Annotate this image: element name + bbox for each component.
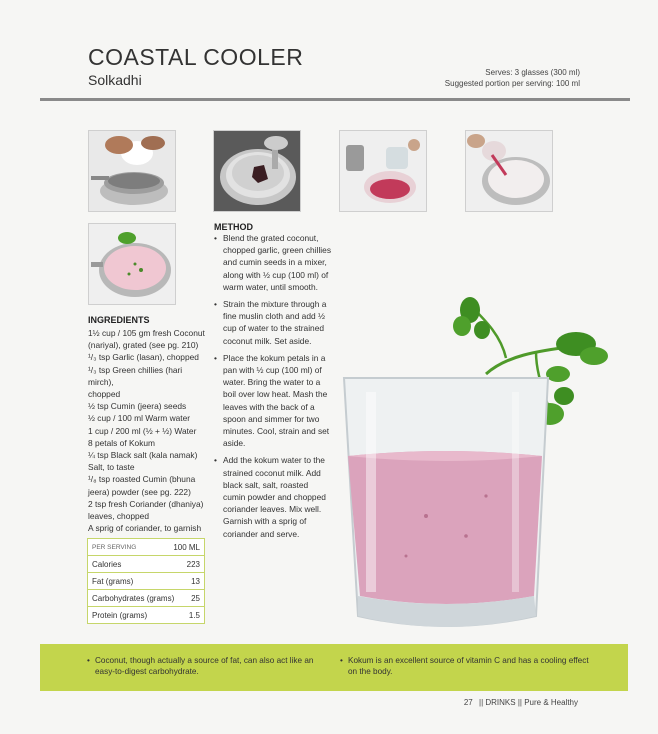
ingredient-line: ¹/₈ tsp roasted Cumin (bhuna <box>88 474 196 485</box>
ingredient-line: 2 tsp fresh Coriander (dhaniya) <box>88 498 204 509</box>
nutrition-row <box>88 606 204 623</box>
tip-text: Coconut, though actually a source of fat, can also act like an easy-to-digest carbohydrate. <box>95 656 314 676</box>
nutrition-label: Fat (grams) <box>92 576 134 586</box>
ingredient-line: 1½ cup / 105 gm fresh Coconut <box>88 328 205 338</box>
tip-text: Kokum is an excellent source of vitamin C and has a cooling effect on the body. <box>348 656 589 676</box>
bullet-icon: • <box>340 656 343 665</box>
mixing-image <box>466 131 552 211</box>
nutrition-value: 13 <box>191 576 200 586</box>
serving-info <box>445 67 580 89</box>
ingredients-section <box>88 315 208 534</box>
ingredient-line: ½ tsp Cumin (jeera) seeds <box>88 401 187 412</box>
nutrition-value: 25 <box>191 593 200 603</box>
method-heading: METHOD <box>214 222 253 232</box>
glass-illustration <box>336 296 626 644</box>
glass <box>344 378 548 627</box>
ingredient-line: ¹/₃ tsp Garlic (lasan), chopped <box>88 352 199 363</box>
tip-coconut <box>87 655 335 677</box>
method-step: • Place the kokum petals in a pan with ½ cup (100 ml) of water. Bring the water to a boil over low heat. Mash the leaves with the back of a spoon and simmer for two minutes. Cool, strain and set aside. <box>214 352 332 450</box>
straining-image <box>89 131 175 211</box>
kokum-pan-image <box>214 131 300 211</box>
nutrition-label: Protein (grams) <box>92 610 148 620</box>
bullet-icon: • <box>87 656 90 665</box>
ingredient-line: ¼ tsp Black salt (kala namak) <box>88 450 198 461</box>
ingredient-line: 1 cup / 200 ml (½ + ½) Water <box>88 425 197 436</box>
recipe-title: COASTAL COOLER <box>88 44 304 70</box>
ingredient-line: 8 petals of Kokum <box>88 437 156 448</box>
method-step: • Strain the mixture through a fine muslin cloth and add ½ cup of water to the strained coconut milk. Set aside. <box>214 298 332 347</box>
tips-bar <box>40 644 628 691</box>
nutrition-table <box>87 538 205 624</box>
ingredient-line: chopped <box>88 389 121 400</box>
page-number: 27 <box>463 698 473 707</box>
section-label: || DRINKS || Pure & Healthy <box>478 698 578 707</box>
solkadhi-glass-photo <box>336 296 626 644</box>
step-photo-mixing <box>465 130 553 212</box>
step-photo-garnish <box>88 223 176 305</box>
nutrition-row <box>88 555 204 572</box>
recipe-subtitle: Solkadhi <box>88 72 142 88</box>
page-footer <box>464 698 578 707</box>
nutrition-label: Carbohydrates (grams) <box>92 593 175 603</box>
method-step: • Blend the grated coconut, chopped garlic, green chillies and cumin seeds in a mixer, along with ½ cup (100 ml) of warm water, until smooth. <box>214 232 332 293</box>
ingredient-line: A sprig of coriander, to garnish <box>88 523 202 534</box>
step-photo-straining <box>88 130 176 212</box>
nutrition-row <box>88 572 204 589</box>
step-photo-pouring-kokum <box>339 130 427 212</box>
nutrition-header-label: PER SERVING <box>92 543 137 551</box>
ingredient-line: leaves, chopped <box>88 511 149 522</box>
method-step: • Add the kokum water to the strained coconut milk. Add black salt, salt, roasted cumin powder and chopped coriander leaves. Mix well. Garnish with a sprig of coriander and serve. <box>214 454 332 539</box>
nutrition-label: Calories <box>92 559 122 569</box>
nutrition-value: 1.5 <box>188 610 200 620</box>
pouring-kokum-image <box>340 131 426 211</box>
garnish-image <box>89 224 175 304</box>
tip-kokum <box>340 655 598 677</box>
method-section <box>214 222 332 545</box>
nutrition-value: 223 <box>186 559 200 569</box>
header-divider <box>40 98 630 101</box>
serves-text: Serves: 3 glasses (300 ml) <box>485 68 580 77</box>
portion-text: Suggested portion per serving: 100 ml <box>444 79 580 88</box>
step-photo-kokum-pan <box>213 130 301 212</box>
ingredient-line: (nariyal), grated (see pg. 210) <box>88 340 199 351</box>
nutrition-row <box>88 589 204 606</box>
ingredient-line: jeera) powder (see pg. 222) <box>88 486 191 497</box>
nutrition-header-value: 100 ML <box>173 542 200 552</box>
ingredient-line: ¹/₃ tsp Green chillies (hari mirch), <box>88 364 183 387</box>
ingredient-line: ½ cup / 100 ml Warm water <box>88 413 191 424</box>
ingredient-line: Salt, to taste <box>88 462 135 473</box>
nutrition-header-row <box>88 539 204 555</box>
ingredients-heading: INGREDIENTS <box>88 315 150 325</box>
